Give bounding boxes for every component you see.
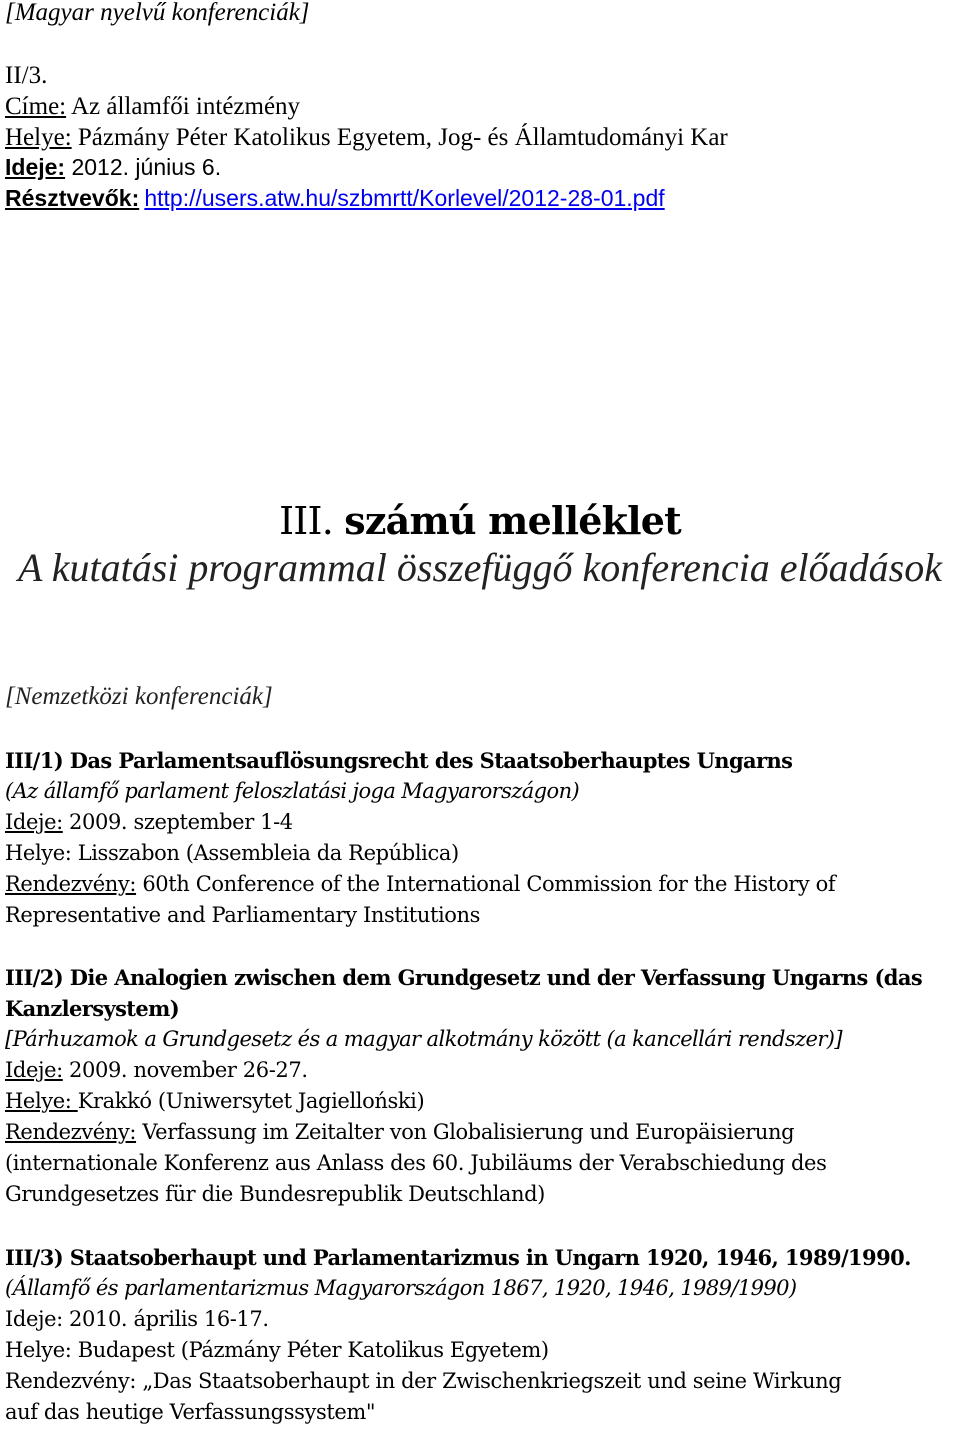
item2-date-row bbox=[5, 1060, 308, 1081]
participants-row bbox=[5, 187, 665, 210]
appendix-subtitle: A kutatási programmal összefüggő konferencia előadások bbox=[18, 545, 942, 590]
item1-event-row bbox=[5, 874, 835, 895]
date-value: 2012. június 6. bbox=[65, 154, 222, 180]
title-row bbox=[5, 94, 300, 119]
item1-date-row bbox=[5, 812, 293, 833]
item2-title-line2: Kanzlersystem) bbox=[5, 996, 180, 1021]
title-value: Az államfői intézmény bbox=[66, 93, 301, 120]
item2-event-row bbox=[5, 1122, 794, 1143]
item3-translation: (Államfő és parlamentarizmus Magyarországon 1867, 1920, 1946, 1989/1990) bbox=[5, 1276, 797, 1300]
item1-translation: (Az államfő parlament feloszlatási joga Magyarországon) bbox=[5, 779, 580, 803]
item2-date-label: Ideje: bbox=[5, 1058, 63, 1082]
appendix-title-prefix: III. bbox=[279, 499, 345, 543]
item1-date-value: 2009. szeptember 1-4 bbox=[62, 810, 293, 834]
item3-date: Ideje: 2010. április 16-17. bbox=[5, 1307, 269, 1331]
participants-label: Résztvevők: bbox=[5, 185, 140, 211]
item-number: II/3. bbox=[5, 62, 48, 89]
section-header-international: [Nemzetközi konferenciák] bbox=[5, 683, 273, 710]
item2-place-label: Helye: bbox=[5, 1089, 78, 1113]
participants-link[interactable]: http://users.atw.hu/szbmrtt/Korlevel/2012-28-01.pdf bbox=[144, 185, 665, 211]
item3-place: Helye: Budapest (Pázmány Péter Katolikus Egyetem) bbox=[5, 1338, 549, 1362]
item2-event-line1: Verfassung im Zeitalter von Globalisierung und Europäisierung bbox=[136, 1120, 795, 1144]
item2-event-label: Rendezvény: bbox=[5, 1120, 137, 1144]
item3-event-line1: Rendezvény: „Das Staatsoberhaupt in der Zwischenkriegszeit und seine Wirkung bbox=[5, 1369, 842, 1393]
item1-event-label: Rendezvény: bbox=[5, 872, 137, 896]
item2-place-value: Krakkó (Uniwersytet Jagielloński) bbox=[77, 1089, 425, 1113]
item3-event-line2: auf das heutige Verfassungssystem" bbox=[5, 1400, 376, 1424]
item2-translation: [Párhuzamok a Grundgesetz és a magyar alkotmány között (a kancellári rendszer)] bbox=[5, 1027, 842, 1051]
item2-title-line1: III/2) Die Analogien zwischen dem Grundgesetz und der Verfassung Ungarns (das bbox=[5, 965, 923, 990]
item2-event-line3: Grundgesetzes für die Bundesrepublik Deutschland) bbox=[5, 1182, 545, 1206]
date-label: Ideje: bbox=[5, 154, 66, 180]
place-label: Helye: bbox=[5, 124, 72, 151]
place-value: Pázmány Péter Katolikus Egyetem, Jog- és Államtudományi Kar bbox=[71, 124, 728, 151]
appendix-title-bold: számú melléklet bbox=[344, 498, 681, 543]
item2-place-row bbox=[5, 1091, 424, 1112]
item1-date-label: Ideje: bbox=[5, 810, 63, 834]
place-row bbox=[5, 125, 728, 150]
item1-event-line2: Representative and Parliamentary Institutions bbox=[5, 903, 481, 927]
date-row bbox=[5, 156, 221, 179]
section-header-hungarian: [Magyar nyelvű konferenciák] bbox=[5, 0, 310, 26]
item3-title: III/3) Staatsoberhaupt und Parlamentarizmus in Ungarn 1920, 1946, 1989/1990. bbox=[5, 1245, 911, 1270]
item1-place: Helye: Lisszabon (Assembleia da República) bbox=[5, 841, 459, 865]
item2-date-value: 2009. november 26-27. bbox=[62, 1058, 308, 1082]
item2-event-line2: (internationale Konferenz aus Anlass des 60. Jubiläums der Verabschiedung des bbox=[5, 1151, 827, 1175]
title-label: Címe: bbox=[5, 93, 67, 120]
appendix-title bbox=[0, 498, 960, 543]
item1-event-line1: 60th Conference of the International Commission for the History of bbox=[136, 872, 836, 896]
item1-title: III/1) Das Parlamentsauflösungsrecht des Staatsoberhauptes Ungarns bbox=[5, 748, 793, 773]
